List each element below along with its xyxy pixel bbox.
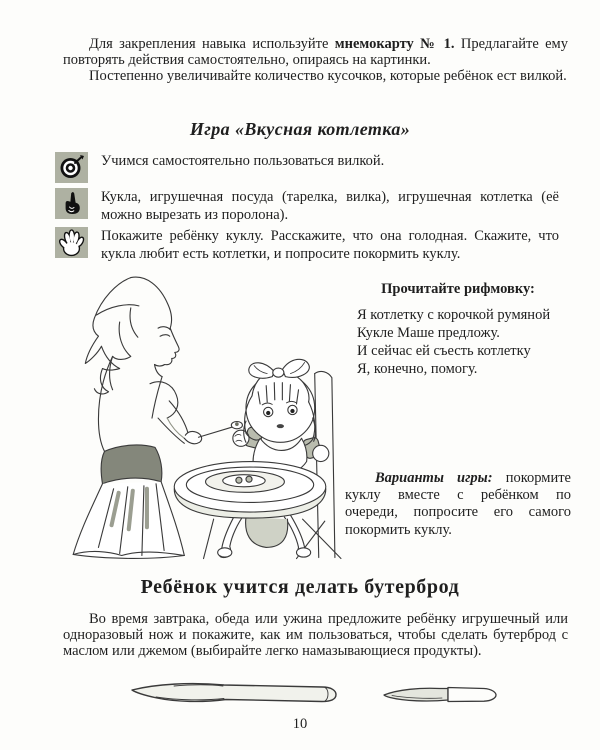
rhyme-heading: Прочитайте рифмовку: [381, 281, 535, 297]
page-number: 10 [292, 716, 308, 732]
intro-paragraph-1 [63, 37, 568, 69]
pointing-hand-icon [55, 188, 88, 219]
intro-p1-bold: мнемокарту № 1. [334, 36, 455, 52]
game-variants [345, 470, 571, 539]
rhyme-block [345, 281, 571, 378]
intro-p1-post: Предлагайте ему повторять действия самостоятельно, опираясь на картинки. [63, 36, 568, 68]
small-knife-illustration [380, 683, 500, 707]
bullet-goal [55, 152, 568, 183]
sandwich-paragraph: Во время завтрака, обеда или ужина предложите ребёнку игрушечный или одноразовый нож и покажите, как им пользоваться, чтобы сделать бутерброд с маслом или джемом (выбирайте легко намазывающиеся продукты). [63, 611, 568, 660]
variants-label: Варианты игры: [375, 470, 493, 486]
table-knife-illustration [126, 678, 342, 708]
rhyme-line: И сейчас ей съесть котлетку [357, 343, 531, 359]
rhyme-line: Я, конечно, помогу. [357, 361, 478, 377]
intro-paragraph-2: Постепенно увеличивайте количество кусочков, которые ребёнок ест вилкой. [89, 67, 567, 84]
intro-p1-pre: Для закрепления навыка используйте [89, 36, 335, 52]
sandwich-section-title: Ребёнок учится делать бутерброд [140, 576, 460, 598]
bullet-instructions [55, 227, 568, 263]
game-section-title: Игра «Вкусная котлетка» [189, 119, 411, 139]
open-hand-icon [55, 227, 88, 258]
bullet-goal-text: Учимся самостоятельно пользоваться вилкой. [101, 153, 385, 169]
intro-paragraphs [63, 37, 568, 84]
bullet-instructions-text: Покажите ребёнку куклу. Расскажите, что она голодная. Скажите, что кукла любит есть котлетки, и попросите покормить куклу. [101, 228, 559, 262]
bullet-materials-text: Кукла, игрушечная посуда (тарелка, вилка), игрушечная котлетка (её можно вырезать из поролона). [101, 189, 559, 223]
girl-feeding-doll-illustration [56, 264, 344, 560]
rhyme-line: Кукле Маше предложу. [357, 325, 500, 341]
variants-text: покормите куклу вместе с ребёнком по очереди, попросите его самого покормить куклу. [345, 470, 571, 538]
target-icon [55, 152, 88, 183]
bullet-materials [55, 188, 568, 224]
rhyme-line: Я котлетку с корочкой румяной [357, 307, 551, 323]
